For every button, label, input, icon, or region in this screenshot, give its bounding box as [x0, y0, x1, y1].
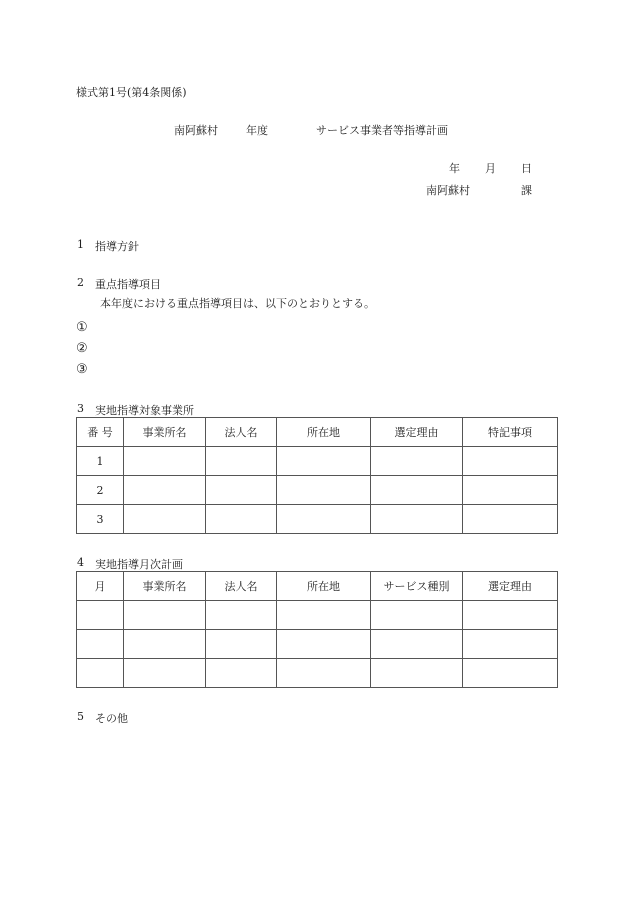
header-location: 所在地 [277, 572, 371, 601]
cell-location[interactable] [277, 447, 371, 476]
section-1-number: 1 [77, 238, 84, 251]
cell-location[interactable] [277, 505, 371, 534]
section-3-number: 3 [77, 402, 84, 415]
form-label: 様式第1号(第4条関係) [76, 86, 187, 99]
section-4-title: 実地指導月次計画 [95, 558, 183, 571]
cell-office-name[interactable] [124, 601, 206, 630]
cell-location[interactable] [277, 601, 371, 630]
table-row [77, 447, 558, 476]
cell-special-notes[interactable] [463, 505, 558, 534]
header-office-name: 事業所名 [124, 572, 206, 601]
cell-corporation-name[interactable] [206, 601, 277, 630]
cell-corporation-name[interactable] [206, 659, 277, 688]
priority-item-3: ③ [76, 362, 88, 377]
cell-month[interactable] [77, 630, 124, 659]
title-subject: サービス事業者等指導計画 [316, 124, 448, 137]
table-header-row [77, 418, 558, 447]
cell-office-name[interactable] [124, 659, 206, 688]
cell-corporation-name[interactable] [206, 447, 277, 476]
cell-selection-reason[interactable] [463, 659, 558, 688]
section-4-number: 4 [77, 556, 84, 569]
header-office-name: 事業所名 [124, 418, 206, 447]
priority-item-1: ① [76, 320, 88, 335]
cell-service-type[interactable] [371, 630, 463, 659]
section-2-number: 2 [77, 276, 84, 289]
header-special-notes: 特記事項 [463, 418, 558, 447]
monthly-plan-table [76, 571, 558, 688]
date-month: 月 [485, 162, 496, 175]
section-2-title: 重点指導項目 [95, 278, 161, 291]
cell-special-notes[interactable] [463, 447, 558, 476]
cell-corporation-name[interactable] [206, 505, 277, 534]
section-1-title: 指導方針 [95, 240, 139, 253]
table-row [77, 659, 558, 688]
cell-office-name[interactable] [124, 505, 206, 534]
cell-office-name[interactable] [124, 476, 206, 505]
table-header-row [77, 572, 558, 601]
cell-month[interactable] [77, 659, 124, 688]
cell-office-name[interactable] [124, 630, 206, 659]
section-5-number: 5 [77, 710, 84, 723]
department-village: 南阿蘇村 [426, 184, 470, 197]
cell-selection-reason[interactable] [463, 601, 558, 630]
cell-selection-reason[interactable] [463, 630, 558, 659]
section-3-title: 実地指導対象事業所 [95, 404, 194, 417]
cell-location[interactable] [277, 476, 371, 505]
header-corporation-name: 法人名 [206, 418, 277, 447]
header-service-type: サービス種別 [371, 572, 463, 601]
cell-service-type[interactable] [371, 601, 463, 630]
cell-location[interactable] [277, 630, 371, 659]
cell-selection-reason[interactable] [371, 505, 463, 534]
cell-number[interactable]: 1 [77, 447, 124, 476]
priority-item-2: ② [76, 341, 88, 356]
table-row [77, 505, 558, 534]
department-section: 課 [521, 184, 532, 197]
cell-location[interactable] [277, 659, 371, 688]
inspection-targets-table [76, 417, 558, 534]
header-location: 所在地 [277, 418, 371, 447]
cell-selection-reason[interactable] [371, 476, 463, 505]
header-month: 月 [77, 572, 124, 601]
cell-corporation-name[interactable] [206, 630, 277, 659]
section-2-body: 本年度における重点指導項目は、以下のとおりとする。 [100, 297, 375, 310]
header-number: 番 号 [77, 418, 124, 447]
cell-office-name[interactable] [124, 447, 206, 476]
cell-number[interactable]: 2 [77, 476, 124, 505]
date-year: 年 [449, 162, 460, 175]
cell-special-notes[interactable] [463, 476, 558, 505]
cell-month[interactable] [77, 601, 124, 630]
title-year: 年度 [246, 124, 268, 137]
cell-service-type[interactable] [371, 659, 463, 688]
title-village: 南阿蘇村 [174, 124, 218, 137]
header-selection-reason: 選定理由 [463, 572, 558, 601]
table-row [77, 630, 558, 659]
header-corporation-name: 法人名 [206, 572, 277, 601]
cell-number[interactable]: 3 [77, 505, 124, 534]
date-day: 日 [521, 162, 532, 175]
table-row [77, 601, 558, 630]
table-row [77, 476, 558, 505]
cell-corporation-name[interactable] [206, 476, 277, 505]
section-5-title: その他 [95, 712, 128, 725]
cell-selection-reason[interactable] [371, 447, 463, 476]
header-selection-reason: 選定理由 [371, 418, 463, 447]
